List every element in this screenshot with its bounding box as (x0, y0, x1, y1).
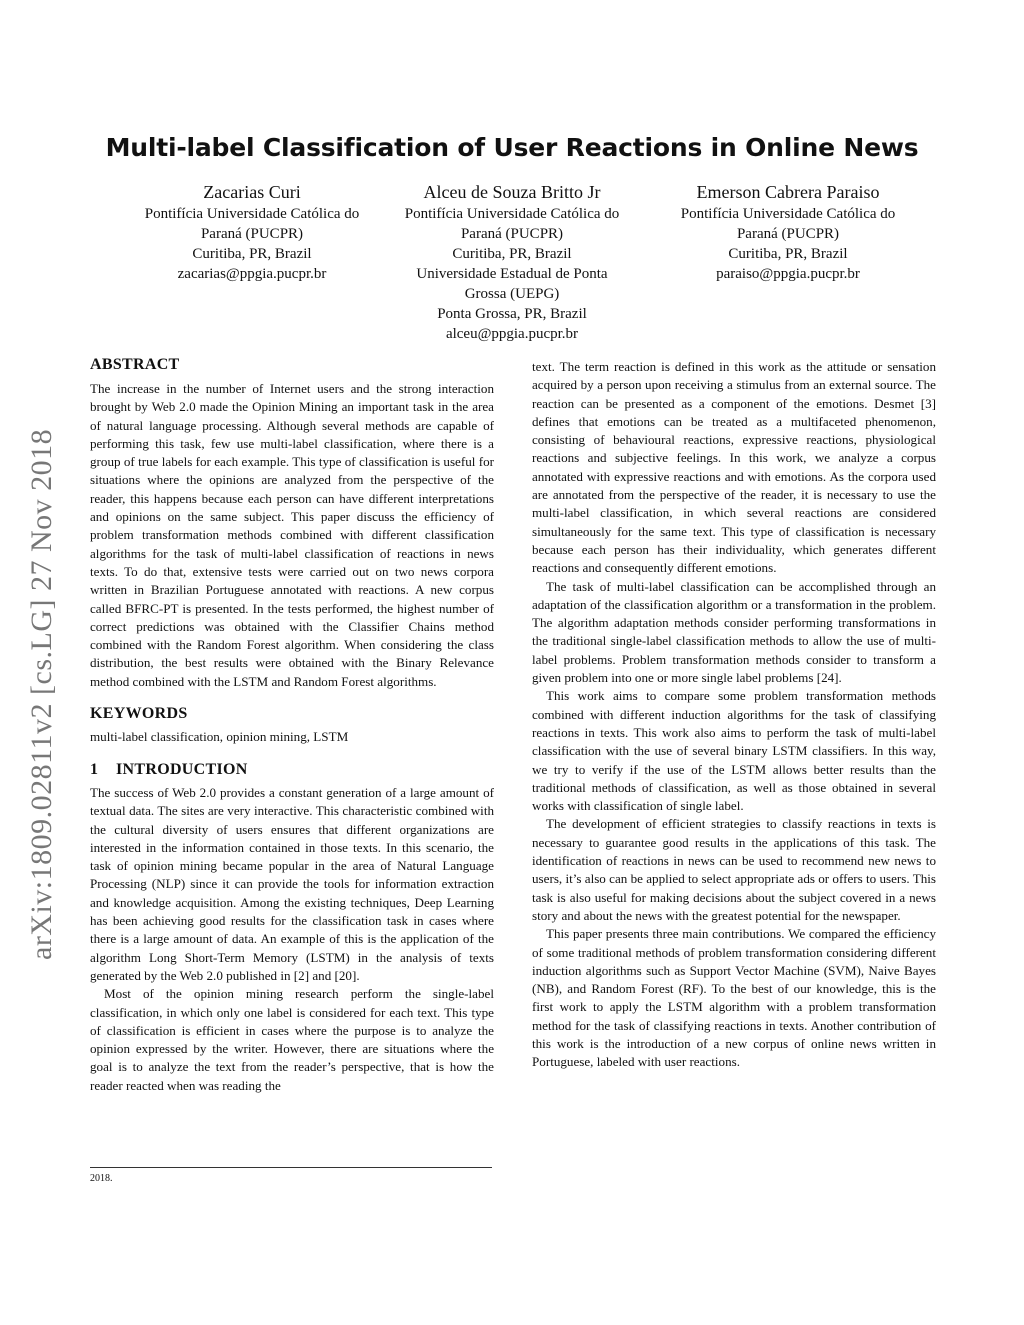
left-column (90, 355, 494, 1095)
body-paragraph: This paper presents three main contributions. We compared the efficiency of some traditional methods of problem transformation considering different induction algorithms such as Support Vector Machine (SVM), Naive Bayes (NB), and Random Forest (RF). To the best of our knowledge, this is the first work to apply the LSTM algorithm with a problem transformation method for the task of classifying reactions in texts. Another contribution of this work is the introduction of a new corpus of online news written in Portuguese, labeled with user reactions. (532, 926, 936, 1070)
author-location: Curitiba, PR, Brazil (192, 246, 312, 262)
abstract-text: The increase in the number of Internet users and the strong interaction brought by Web 2.0 made the Opinion Mining an important task in the area of natural language processing. Although several methods are capable of performing this task, few use multi-label classification, where there is a group of true labels for each example. This type of classification is useful for situations where the opinions are analyzed from the perspective of the reader, this happens because each person can have different interpretations and opinions on the same subject. This paper discuss the efficiency of problem transformation methods combined with different classification algorithms for the task of multi-label classification of reactions in news texts. To do that, extensive tests were carried out on two news corpora written in Brazilian Portuguese annotated with reactions. A new corpus called BFRC-PT is presented. In the tests performed, the highest number of correct predictions was obtained with the Classifier Chains method combined with the Random Forest algorithm. When considering the class distribution, the best results were obtained with the Binary Relevance method combined with the LSTM and Random Forest algorithms. (90, 381, 494, 689)
introduction-heading (90, 761, 494, 779)
author-location: Curitiba, PR, Brazil (452, 246, 572, 262)
author-affiliation: Pontifícia Universidade Católica do (144, 206, 360, 222)
arxiv-sidebar-stamp: arXiv:1809.02811v2 [cs.LG] 27 Nov 2018 (25, 428, 58, 960)
body-paragraph: Most of the opinion mining research perform the single-label classification, in which only one label is considered for each text. This type of classification is efficient in cases where the purpose is to analyze the opinion expressed by the writer. However, there are situations where the goal is to analyze the text from the reader’s perspective, that is how the reader reacted when was reading the (90, 986, 494, 1093)
body-paragraph: The task of multi-label classification can be accomplished through an adaptation of the classification algorithm or a transformation in the problem. The algorithm adaptation methods consider performing transformations in the traditional single-label classification methods to allow the use of multi-label problems. Problem transformation methods consider to transform a given problem into one or more single label problems [24]. (532, 578, 936, 686)
body-paragraph: text. The term reaction is defined in this work as the attitude or sensation acquired by a person upon receiving a stimulus from an external source. The reaction can be presented as a component of the emotions. Desmet [3] defines that emotions can be treated as a multifaceted phenomenon, consisting of behavioural reactions, expressive reactions, physiological reactions and subjective feelings. In this work, we analyze a corpus annotated with expressive reactions and with emotions. As the corpora used are annotated from the perspective of the reader, it is necessary to use the multi-label classification, in which several reactions are considered simultaneously for the same text. This type of classification is necessary because each person has their individuality, which generates different reactions and consequently different emotions. (532, 359, 936, 576)
author-affiliation: Paraná (PUCPR) (460, 226, 564, 242)
author-affiliation: Paraná (PUCPR) (736, 226, 840, 242)
author-affiliation: Grossa (UEPG) (464, 286, 560, 302)
section-number: 1 (90, 760, 99, 778)
author-location: Curitiba, PR, Brazil (728, 246, 848, 262)
abstract-heading: ABSTRACT (90, 356, 180, 373)
author-email: paraiso@ppgia.pucpr.br (716, 266, 860, 282)
author-affiliation: Universidade Estadual de Ponta (416, 266, 608, 282)
body-paragraph: This work aims to compare some problem transformation methods combined with different induction algorithms for the task of classifying reactions in texts. This work also aims to perform the task of multi-label classification with the use of several binary LSTM classifiers. In this way, we try to verify if the use of the LSTM allows better results than the traditional methods of classification, as well as those obtained in several works with classification of single label. (532, 688, 936, 814)
author-location: Ponta Grossa, PR, Brazil (437, 306, 587, 322)
author-affiliation: Paraná (PUCPR) (200, 226, 304, 242)
author-name: Zacarias Curi (203, 182, 301, 202)
author-block-2 (352, 180, 672, 344)
paper-title: Multi-label Classification of User Reactions in Online News (105, 133, 919, 162)
author-name: Emerson Cabrera Paraiso (696, 182, 880, 202)
author-name: Alceu de Souza Britto Jr (423, 182, 601, 202)
body-paragraph: The development of efficient strategies to classify reactions in texts is necessary to guarantee good results in the applications of this task. The identification of reactions in news can be used to recommend new news to users, it’s also can be applied to select appropriate ads or offers to users. This task is also useful for making decisions about the subject covered in a news story and about the news with the greatest potential for the newspaper. (532, 816, 936, 923)
keywords-text: multi-label classification, opinion mining, LSTM (90, 729, 349, 745)
section-title: INTRODUCTION (116, 760, 248, 778)
footnote: 2018. (90, 1173, 113, 1184)
author-block-3 (626, 180, 950, 284)
author-affiliation: Pontifícia Universidade Católica do (404, 206, 620, 222)
author-email: zacarias@ppgia.pucpr.br (177, 266, 327, 282)
body-paragraph: The success of Web 2.0 provides a constant generation of a large amount of textual data. The sites are very interactive. This characteristic combined with the cultural diversity of users ensures that different organizations are interested in the information contained in those texts. In this scenario, the task of opinion mining became popular in the area of Natural Language Processing (NLP) since it can provide the tools for information extraction and knowledge acquisition. Among the existing techniques, Deep Learning has been achieving good results for the classification task in cases where there is a large amount of data. An example of this is the application of the algorithm Long Short-Term Memory (LSTM) in the analysis of texts generated by the Web 2.0 published in [2] and [20]. (90, 784, 494, 983)
author-email: alceu@ppgia.pucpr.br (445, 326, 579, 342)
footnote-rule (90, 1167, 492, 1168)
author-affiliation: Pontifícia Universidade Católica do (680, 206, 896, 222)
right-column (532, 358, 936, 1072)
keywords-heading: KEYWORDS (90, 705, 188, 723)
